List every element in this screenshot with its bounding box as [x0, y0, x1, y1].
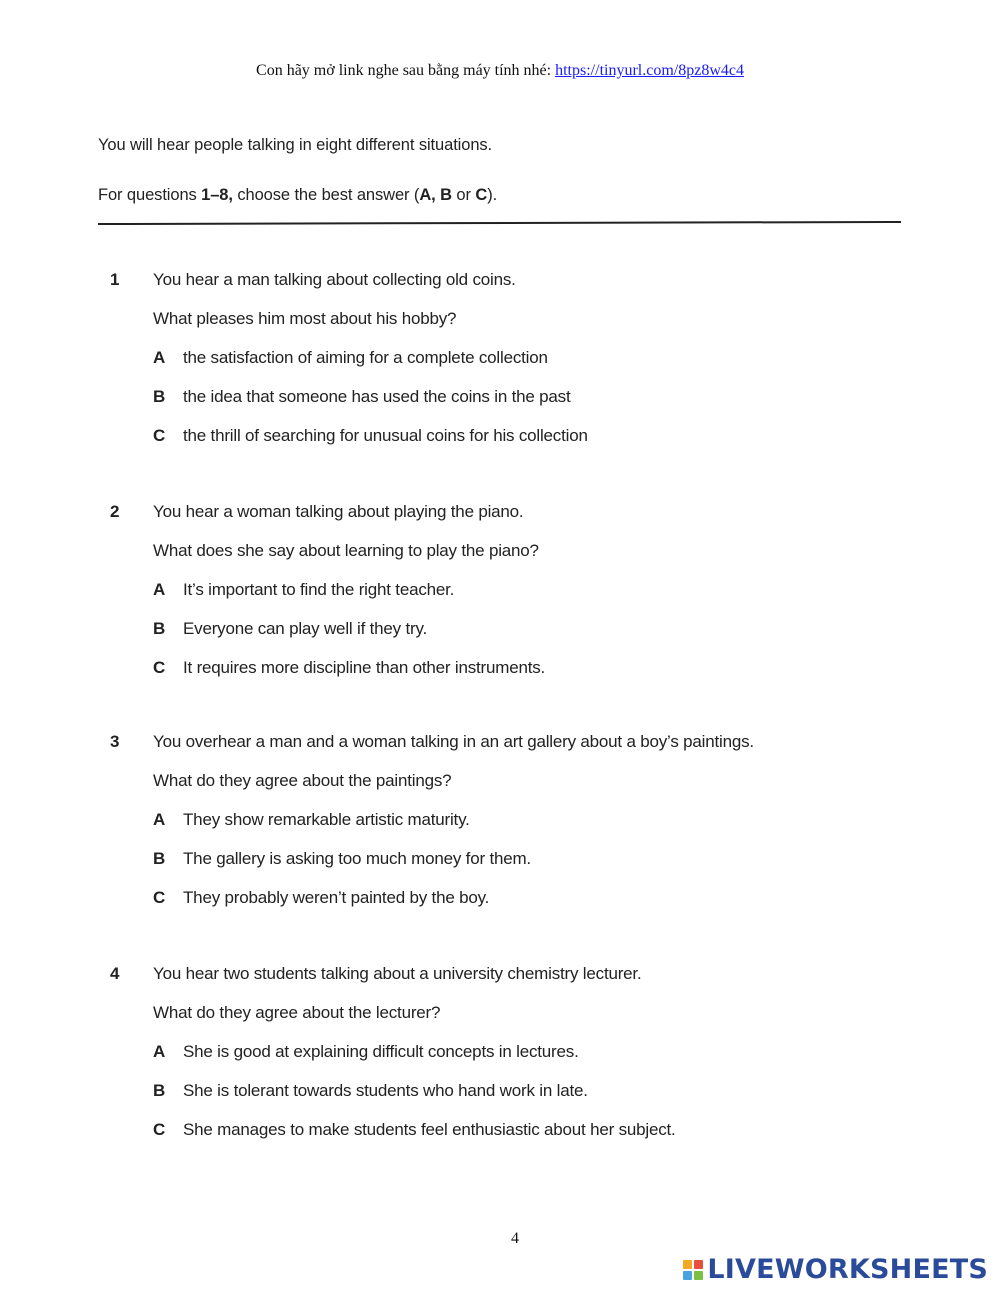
instruction-text: or: [451, 186, 476, 204]
question-text: What do they agree about the lecturer?: [153, 1003, 441, 1022]
question-text: What do they agree about the paintings?: [153, 771, 452, 790]
option-letter: A: [153, 580, 166, 599]
liveworksheets-logo: [683, 1254, 988, 1285]
question-number: 1: [110, 270, 120, 289]
option-text: the satisfaction of aiming for a complete collection: [183, 348, 548, 367]
divider: [98, 221, 901, 225]
option-text: The gallery is asking too much money for them.: [183, 849, 531, 868]
question-situation: You hear a woman talking about playing the piano.: [153, 502, 524, 521]
option-c[interactable]: [153, 888, 489, 908]
listening-link[interactable]: https://tinyurl.com/8pz8w4c4: [555, 62, 744, 79]
page-number: 4: [511, 1230, 519, 1247]
listening-instruction-text: Con hãy mở link nghe sau bằng máy tính nhé:: [256, 62, 556, 79]
option-letter: C: [153, 888, 166, 907]
option-letter: A: [153, 348, 166, 367]
question-situation: You hear a man talking about collecting old coins.: [153, 270, 516, 289]
option-letter: B: [153, 387, 166, 406]
option-letter: B: [153, 849, 166, 868]
question-text: What pleases him most about his hobby?: [153, 309, 457, 328]
option-text: They probably weren’t painted by the boy.: [183, 888, 490, 907]
option-a[interactable]: [153, 1042, 579, 1062]
instruction-text: ).: [487, 186, 498, 204]
option-c[interactable]: [153, 1120, 676, 1140]
question-number: 4: [110, 964, 120, 983]
question-range: 1–8,: [201, 186, 233, 204]
letter-a: A,: [419, 186, 436, 204]
option-letter: A: [153, 1042, 166, 1061]
option-text: Everyone can play well if they try.: [183, 619, 428, 638]
option-a[interactable]: [153, 810, 470, 830]
option-a[interactable]: [153, 348, 548, 368]
option-b[interactable]: [153, 1081, 588, 1101]
instruction-text: For questions: [98, 186, 202, 204]
option-letter: C: [153, 658, 166, 677]
question-situation: You overhear a man and a woman talking in an art gallery about a boy’s paintings.: [153, 732, 754, 751]
option-letter: B: [153, 1081, 166, 1100]
listening-link-line: [0, 62, 1000, 80]
option-a[interactable]: [153, 580, 454, 600]
option-b[interactable]: [153, 849, 531, 869]
option-text: She is tolerant towards students who hand work in late.: [183, 1081, 588, 1100]
option-text: They show remarkable artistic maturity.: [183, 810, 470, 829]
question-number: 3: [110, 732, 120, 751]
option-c[interactable]: [153, 658, 545, 678]
letter-b: B: [440, 186, 452, 204]
option-text: It’s important to find the right teacher.: [183, 580, 455, 599]
option-text: the thrill of searching for unusual coins for his collection: [183, 426, 588, 445]
brand-logo-icon: [683, 1260, 703, 1280]
option-text: She is good at explaining difficult concepts in lectures.: [183, 1042, 579, 1061]
option-letter: B: [153, 619, 166, 638]
letter-c: C: [475, 186, 488, 204]
instruction-text: choose the best answer (: [232, 186, 420, 204]
option-b[interactable]: [153, 387, 570, 407]
question-situation: You hear two students talking about a university chemistry lecturer.: [153, 964, 642, 983]
scanned-exercise: [98, 128, 940, 1143]
option-letter: C: [153, 1120, 166, 1139]
brand-name: LIVEWORKSHEETS: [707, 1254, 988, 1285]
instruction-line-1: You will hear people talking in eight different situations.: [98, 136, 493, 154]
question-text: What does she say about learning to play the piano?: [153, 541, 539, 560]
option-letter: A: [153, 810, 166, 829]
instruction-line-2: [98, 186, 497, 205]
option-c[interactable]: [153, 426, 588, 446]
option-text: It requires more discipline than other instruments.: [183, 658, 546, 677]
option-text: She manages to make students feel enthusiastic about her subject.: [183, 1120, 676, 1139]
option-text: the idea that someone has used the coins in the past: [183, 387, 571, 406]
question-number: 2: [110, 502, 120, 521]
option-b[interactable]: [153, 619, 427, 639]
option-letter: C: [153, 426, 166, 445]
